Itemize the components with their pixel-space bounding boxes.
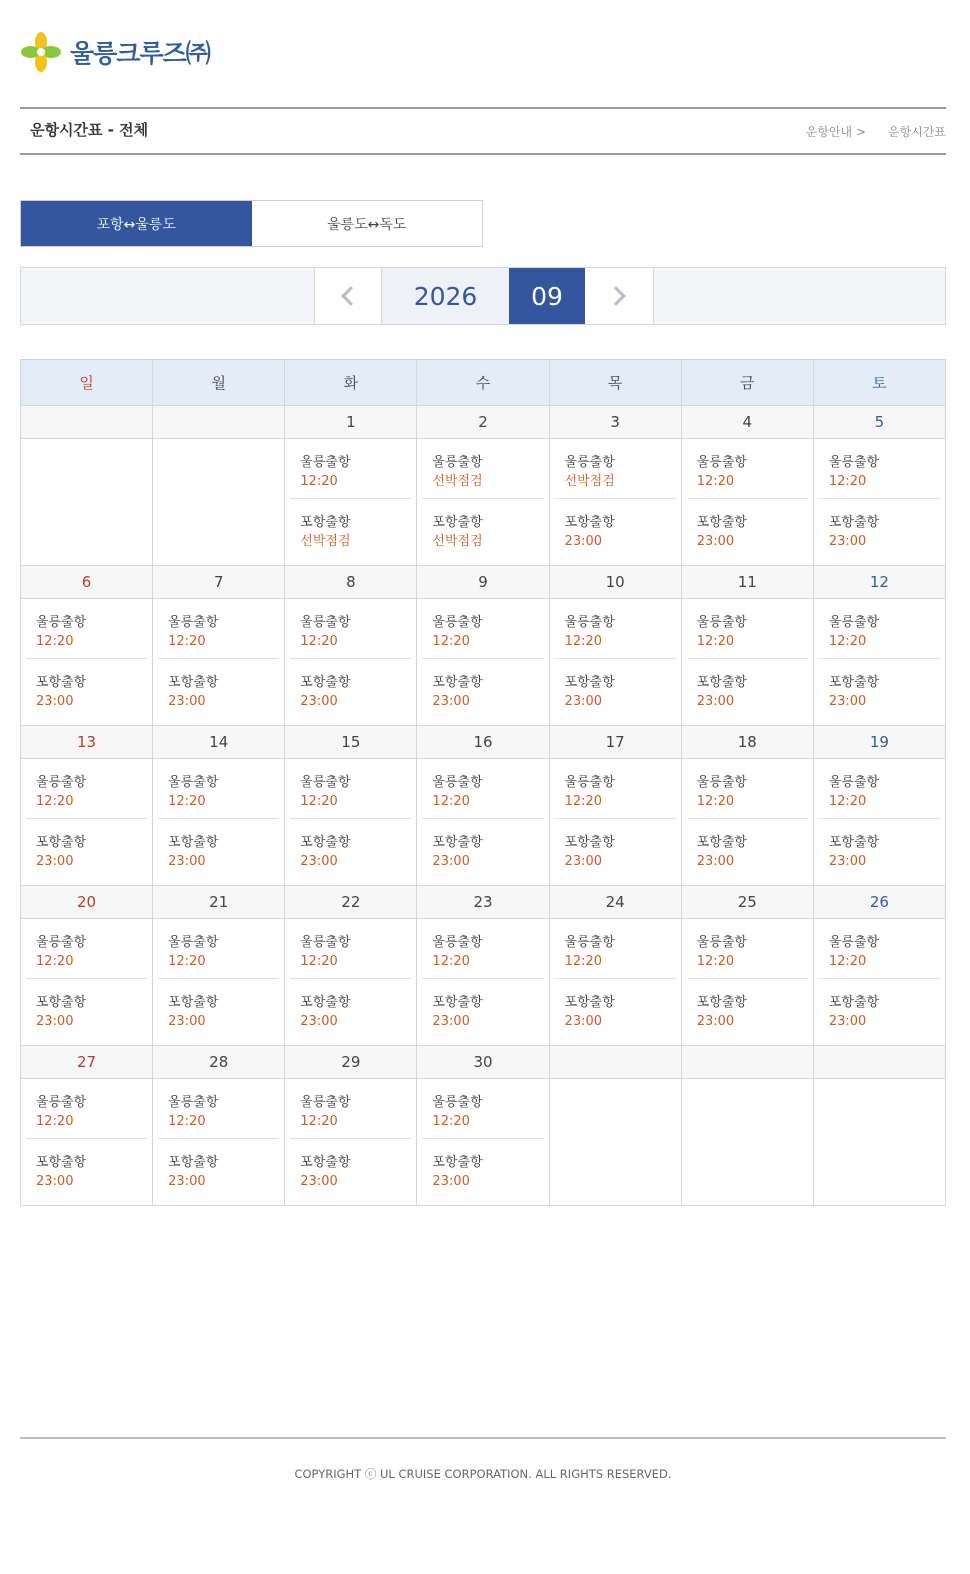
trip-entry [290, 599, 411, 658]
trip-entry [290, 439, 411, 498]
trip-entry [158, 658, 279, 717]
next-month-button[interactable] [585, 268, 654, 324]
day-schedule [285, 919, 417, 1046]
week-day-numbers [21, 726, 946, 759]
weekday-fri: 금 [681, 360, 813, 406]
trip-route: 포항출항 [300, 835, 351, 850]
trip-entry [422, 759, 543, 818]
trip-time: 23:00 [828, 1014, 867, 1029]
day-number: 28 [153, 1046, 285, 1079]
day-number: 12 [813, 566, 945, 599]
day-schedule [153, 599, 285, 726]
trip-entry [555, 498, 676, 557]
day-schedule [285, 599, 417, 726]
trip-entry [158, 978, 279, 1037]
week-day-numbers [21, 886, 946, 919]
trip-route: 포항출항 [564, 835, 615, 850]
trip-entry [555, 978, 676, 1037]
trip-entry [422, 1079, 543, 1138]
copyright-text: COPYRIGHT ⓒ UL CRUISE CORPORATION. ALL RIGHTS RESERVED. [294, 1467, 672, 1481]
trip-route: 포항출항 [828, 515, 880, 530]
trip-route: 울릉출항 [300, 775, 351, 790]
day-number: 25 [681, 886, 813, 919]
week-schedule [21, 1079, 946, 1206]
trip-entry [687, 919, 808, 978]
day-number: 17 [549, 726, 681, 759]
trip-route: 울릉출항 [564, 935, 615, 950]
trip-route: 울릉출항 [300, 615, 351, 630]
trip-time: 12:20 [432, 1114, 470, 1129]
trip-entry [26, 978, 147, 1037]
day-schedule [681, 599, 813, 726]
trip-route: 울릉출항 [564, 615, 615, 630]
trip-time: 12:20 [828, 474, 867, 489]
trip-entry [687, 818, 808, 877]
trip-time: 23:00 [564, 694, 603, 709]
trip-entry [819, 978, 940, 1037]
trip-time: 23:00 [432, 1174, 470, 1189]
trip-time: 23:00 [564, 1014, 603, 1029]
trip-entry [290, 818, 411, 877]
trip-entry [819, 498, 940, 557]
trip-time: 12:20 [432, 794, 470, 809]
calendar-body [21, 406, 946, 1206]
day-schedule [549, 599, 681, 726]
day-schedule [813, 919, 945, 1046]
day-schedule [153, 439, 285, 566]
trip-entry [687, 599, 808, 658]
day-schedule [153, 919, 285, 1046]
trip-time: 23:00 [36, 854, 74, 869]
trip-time: 12:20 [828, 954, 867, 969]
trip-time: 23:00 [300, 854, 338, 869]
trip-entry [422, 599, 543, 658]
trip-route: 포항출항 [36, 675, 87, 690]
trip-route: 포항출항 [432, 995, 483, 1010]
trip-time: 23:00 [36, 694, 74, 709]
day-number: 19 [813, 726, 945, 759]
trip-route: 포항출항 [564, 515, 615, 530]
weekday-tue: 화 [285, 360, 417, 406]
trip-route: 울릉출항 [432, 775, 483, 790]
trip-time: 12:20 [36, 954, 74, 969]
trip-route: 포항출항 [696, 675, 747, 690]
trip-time: 23:00 [564, 854, 603, 869]
trip-route: 포항출항 [696, 515, 747, 530]
trip-entry [158, 919, 279, 978]
trip-time: 12:20 [168, 1114, 206, 1129]
day-number: 1 [285, 406, 417, 439]
trip-route: 포항출항 [300, 1155, 351, 1170]
trip-route: 포항출항 [36, 835, 87, 850]
trip-entry [687, 439, 808, 498]
trip-time: 12:20 [300, 794, 338, 809]
trip-entry [158, 599, 279, 658]
day-schedule [153, 1079, 285, 1206]
trip-route: 울릉출항 [828, 455, 880, 470]
day-schedule [681, 439, 813, 566]
brand-name: 울릉크루즈㈜ [70, 39, 210, 68]
weekday-mon: 월 [153, 360, 285, 406]
trip-time: 23:00 [300, 1174, 338, 1189]
trip-time: 12:20 [564, 634, 603, 649]
trip-route: 울릉출항 [168, 615, 219, 630]
week-day-numbers [21, 566, 946, 599]
trip-route: 울릉출항 [432, 615, 483, 630]
trip-time: 12:20 [696, 954, 735, 969]
day-number: 11 [681, 566, 813, 599]
trip-time: 12:20 [300, 954, 338, 969]
week-schedule [21, 759, 946, 886]
trip-entry [290, 658, 411, 717]
trip-route: 포항출항 [828, 995, 880, 1010]
trip-time: 12:20 [432, 954, 470, 969]
trip-route: 포항출항 [300, 675, 351, 690]
tab-ulleungdo-dokdo[interactable]: 울릉도↔독도 [252, 201, 483, 246]
trip-entry [290, 759, 411, 818]
day-schedule [417, 1079, 549, 1206]
trip-entry [819, 919, 940, 978]
day-schedule [285, 1079, 417, 1206]
trip-time: 12:20 [696, 474, 735, 489]
trip-entry [26, 599, 147, 658]
day-number: 7 [153, 566, 285, 599]
trip-entry [555, 658, 676, 717]
trip-route: 포항출항 [168, 995, 219, 1010]
day-number: 13 [21, 726, 153, 759]
trip-route: 포항출항 [36, 1155, 87, 1170]
weekday-wed: 수 [417, 360, 549, 406]
schedule-calendar [20, 359, 946, 1206]
day-schedule [549, 759, 681, 886]
trip-route: 포항출항 [432, 835, 483, 850]
trip-time: 23:00 [696, 1014, 735, 1029]
trip-entry [290, 1138, 411, 1197]
trip-time: 23:00 [696, 534, 735, 549]
trip-route: 포항출항 [432, 675, 483, 690]
trip-entry [422, 658, 543, 717]
trip-route: 포항출항 [564, 995, 615, 1010]
trip-time: 23:00 [168, 854, 206, 869]
trip-route: 울릉출항 [300, 935, 351, 950]
chevron-left-icon [341, 286, 361, 306]
week-day-numbers [21, 406, 946, 439]
day-schedule [417, 599, 549, 726]
day-number [813, 1046, 945, 1079]
day-number: 21 [153, 886, 285, 919]
trip-entry [290, 1079, 411, 1138]
day-number: 3 [549, 406, 681, 439]
day-schedule [285, 759, 417, 886]
trip-time: 12:20 [300, 1114, 338, 1129]
trip-time: 12:20 [168, 634, 206, 649]
trip-time: 23:00 [168, 1014, 206, 1029]
trip-route: 울릉출항 [168, 935, 219, 950]
day-schedule [549, 919, 681, 1046]
day-number: 30 [417, 1046, 549, 1079]
trip-route: 울릉출항 [36, 775, 87, 790]
month-navigation [20, 267, 946, 325]
trip-time: 12:20 [432, 634, 470, 649]
trip-entry [158, 1079, 279, 1138]
day-schedule [813, 599, 945, 726]
day-number: 15 [285, 726, 417, 759]
weekday-header [21, 360, 946, 406]
clover-logo-icon [20, 31, 62, 73]
trip-entry [422, 978, 543, 1037]
trip-time: 선박점검 [432, 474, 483, 489]
trip-entry [555, 599, 676, 658]
day-number: 20 [21, 886, 153, 919]
trip-route: 울릉출항 [432, 1095, 483, 1110]
trip-time: 12:20 [36, 634, 74, 649]
trip-entry [158, 818, 279, 877]
trip-entry [422, 818, 543, 877]
day-schedule [681, 919, 813, 1046]
trip-time: 23:00 [432, 1014, 470, 1029]
day-number: 2 [417, 406, 549, 439]
day-number: 9 [417, 566, 549, 599]
trip-route: 울릉출항 [828, 775, 880, 790]
day-number [681, 1046, 813, 1079]
day-number: 8 [285, 566, 417, 599]
day-number: 23 [417, 886, 549, 919]
trip-route: 포항출항 [432, 515, 483, 530]
breadcrumb-item[interactable]: 운항시간표 [888, 125, 946, 139]
trip-time: 12:20 [36, 1114, 74, 1129]
trip-time: 12:20 [36, 794, 74, 809]
day-schedule [21, 919, 153, 1046]
day-number: 16 [417, 726, 549, 759]
week-schedule [21, 919, 946, 1046]
trip-entry [555, 919, 676, 978]
trip-time: 12:20 [300, 634, 338, 649]
week-day-numbers [21, 1046, 946, 1079]
trip-route: 포항출항 [168, 1155, 219, 1170]
day-number: 26 [813, 886, 945, 919]
footer [20, 1437, 946, 1482]
day-schedule [549, 1079, 681, 1206]
day-number: 29 [285, 1046, 417, 1079]
brand-logo[interactable] [20, 30, 210, 74]
trip-entry [687, 978, 808, 1037]
trip-route: 포항출항 [36, 995, 87, 1010]
weekday-sat: 토 [813, 360, 945, 406]
trip-entry [819, 818, 940, 877]
trip-time: 23:00 [168, 1174, 206, 1189]
trip-time: 23:00 [36, 1014, 74, 1029]
trip-route: 울릉출항 [432, 935, 483, 950]
day-schedule [417, 759, 549, 886]
trip-entry [555, 439, 676, 498]
day-number: 10 [549, 566, 681, 599]
day-number [549, 1046, 681, 1079]
trip-entry [422, 498, 543, 557]
trip-time: 선박점검 [432, 534, 483, 549]
trip-entry [26, 1079, 147, 1138]
trip-time: 23:00 [432, 854, 470, 869]
trip-time: 23:00 [36, 1174, 74, 1189]
weekday-sun: 일 [21, 360, 153, 406]
breadcrumb-item[interactable]: 운항안내 > [805, 125, 867, 139]
week-schedule [21, 599, 946, 726]
trip-route: 포항출항 [828, 675, 880, 690]
trip-time: 선박점검 [300, 534, 351, 549]
prev-month-button[interactable] [314, 268, 382, 324]
day-schedule [153, 759, 285, 886]
day-schedule [681, 759, 813, 886]
trip-entry [819, 759, 940, 818]
trip-entry [26, 818, 147, 877]
trip-entry [290, 978, 411, 1037]
trip-route: 울릉출항 [168, 775, 219, 790]
trip-time: 23:00 [828, 854, 867, 869]
trip-time: 23:00 [696, 854, 735, 869]
trip-route: 울릉출항 [564, 775, 615, 790]
trip-time: 12:20 [168, 954, 206, 969]
day-number: 4 [681, 406, 813, 439]
trip-route: 울릉출항 [828, 615, 880, 630]
trip-entry [158, 1138, 279, 1197]
trip-route: 울릉출항 [696, 935, 747, 950]
trip-entry [26, 658, 147, 717]
day-number: 5 [813, 406, 945, 439]
day-number [153, 406, 285, 439]
trip-entry [555, 759, 676, 818]
day-number: 27 [21, 1046, 153, 1079]
trip-route: 울릉출항 [36, 615, 87, 630]
tab-pohang-ulleungdo[interactable]: 포항↔울릉도 [21, 201, 252, 246]
trip-entry [422, 439, 543, 498]
trip-entry [422, 1138, 543, 1197]
trip-entry [819, 658, 940, 717]
trip-time: 12:20 [564, 954, 603, 969]
trip-route: 포항출항 [564, 675, 615, 690]
trip-entry [26, 919, 147, 978]
trip-entry [687, 759, 808, 818]
trip-route: 울릉출항 [564, 455, 615, 470]
trip-time: 12:20 [300, 474, 338, 489]
day-schedule [681, 1079, 813, 1206]
trip-time: 23:00 [564, 534, 603, 549]
trip-entry [26, 1138, 147, 1197]
day-schedule [21, 439, 153, 566]
trip-entry [819, 439, 940, 498]
trip-time: 12:20 [564, 794, 603, 809]
week-schedule [21, 439, 946, 566]
day-schedule [813, 759, 945, 886]
current-year: 2026 [382, 268, 509, 324]
trip-entry [687, 658, 808, 717]
day-number: 22 [285, 886, 417, 919]
current-month: 09 [509, 268, 585, 324]
trip-route: 포항출항 [828, 835, 880, 850]
trip-entry [290, 498, 411, 557]
trip-route: 포항출항 [300, 515, 351, 530]
trip-entry [687, 498, 808, 557]
trip-route: 울릉출항 [696, 455, 747, 470]
trip-time: 12:20 [696, 634, 735, 649]
trip-route: 울릉출항 [696, 775, 747, 790]
trip-entry [422, 919, 543, 978]
day-schedule [21, 1079, 153, 1206]
trip-route: 포항출항 [432, 1155, 483, 1170]
trip-time: 선박점검 [564, 474, 615, 489]
day-schedule [417, 919, 549, 1046]
trip-route: 포항출항 [300, 995, 351, 1010]
trip-route: 울릉출항 [696, 615, 747, 630]
day-schedule [417, 439, 549, 566]
trip-route: 울릉출항 [168, 1095, 219, 1110]
day-number: 14 [153, 726, 285, 759]
trip-entry [158, 759, 279, 818]
trip-time: 12:20 [828, 794, 867, 809]
trip-route: 울릉출항 [300, 1095, 351, 1110]
trip-route: 포항출항 [696, 835, 747, 850]
trip-time: 12:20 [168, 794, 206, 809]
trip-route: 포항출항 [696, 995, 747, 1010]
trip-route: 울릉출항 [432, 455, 483, 470]
day-schedule [813, 439, 945, 566]
day-number: 18 [681, 726, 813, 759]
trip-time: 23:00 [300, 694, 338, 709]
day-number [21, 406, 153, 439]
day-schedule [285, 439, 417, 566]
day-schedule [21, 599, 153, 726]
trip-route: 포항출항 [168, 675, 219, 690]
title-bar [20, 107, 946, 155]
trip-time: 12:20 [696, 794, 735, 809]
chevron-right-icon [606, 286, 626, 306]
weekday-thu: 목 [549, 360, 681, 406]
trip-entry [26, 759, 147, 818]
day-number: 24 [549, 886, 681, 919]
trip-route: 울릉출항 [300, 455, 351, 470]
day-schedule [813, 1079, 945, 1206]
page-title: 운항시간표 - 전체 [30, 121, 149, 139]
trip-time: 23:00 [828, 534, 867, 549]
day-schedule [21, 759, 153, 886]
trip-route: 울릉출항 [36, 1095, 87, 1110]
breadcrumb [784, 123, 946, 140]
trip-route: 울릉출항 [36, 935, 87, 950]
route-tabs [20, 200, 483, 247]
trip-route: 울릉출항 [828, 935, 880, 950]
trip-time: 23:00 [300, 1014, 338, 1029]
trip-time: 23:00 [168, 694, 206, 709]
trip-entry [290, 919, 411, 978]
trip-time: 23:00 [828, 694, 867, 709]
trip-entry [819, 599, 940, 658]
trip-time: 23:00 [696, 694, 735, 709]
day-number: 6 [21, 566, 153, 599]
trip-entry [555, 818, 676, 877]
trip-time: 12:20 [828, 634, 867, 649]
day-schedule [549, 439, 681, 566]
trip-route: 포항출항 [168, 835, 219, 850]
trip-time: 23:00 [432, 694, 470, 709]
